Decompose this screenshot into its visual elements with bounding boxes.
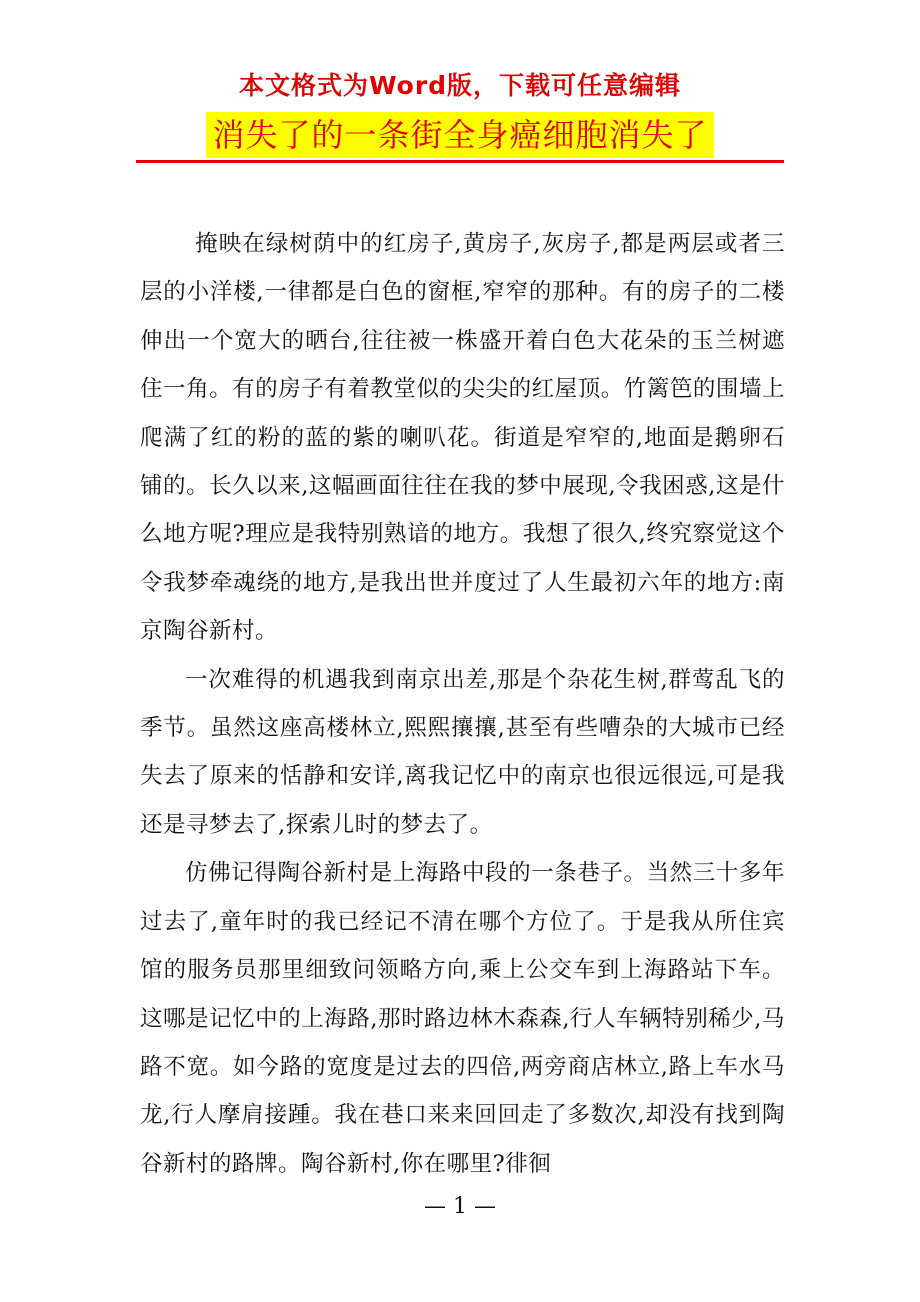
paragraph-3: 仿佛记得陶谷新村是上海路中段的一条巷子。当然三十多年过去了,童年时的我已经记不清在哪个方位了。于是我从所住宾馆的服务员那里细致问领略方向,乘上公交车到上海路站下车。这哪是记忆中的上海路,那时路边林木森森,行人车辆特别稀少,马路不宽。如今路的宽度是过去的四倍,两旁商店林立,路上车水马龙,行人摩肩接踵。我在巷口来来回回走了多数次,却没有找到陶谷新村的路牌。陶谷新村,你在哪里?徘徊 — [140, 860, 785, 1177]
title-container — [0, 112, 920, 158]
paragraph-1: 掩映在绿树荫中的红房子,黄房子,灰房子,都是两层或者三层的小洋楼,一律都是白色的窗框,窄窄的那种。有的房子的二楼伸出一个宽大的晒台,往往被一株盛开着白色大花朵的玉兰树遮住一角。有的房子有着教堂似的尖尖的红屋顶。竹篱笆的围墙上爬满了红的粉的蓝的紫的喇叭花。街道是窄窄的,地面是鹅卵石铺的。长久以来,这幅画面往往在我的梦中展现,令我困惑,这是什么地方呢?理应是我特别熟谙的地方。我想了很久,终究察觉这个令我梦牵魂绕的地方,是我出世并度过了人生最初六年的地方:南京陶谷新村。 — [140, 231, 785, 645]
document-title: 消失了的一条街全身癌细胞消失了 — [206, 112, 713, 158]
paragraph-2: 一次难得的机遇我到南京出差,那是个杂花生树,群莺乱飞的季节。虽然这座高楼林立,熙熙攘攘,甚至有些嘈杂的大城市已经失去了原来的恬静和安详,离我记忆中的南京也很远很远,可是我还是寻梦去了,探索儿时的梦去了。 — [140, 666, 785, 838]
article-body — [140, 220, 785, 1188]
format-notice-banner: 本文格式为Word版，下载可任意编辑 — [238, 71, 682, 100]
title-underline-divider — [136, 160, 784, 163]
page-number: — 1 — — [424, 1194, 496, 1219]
